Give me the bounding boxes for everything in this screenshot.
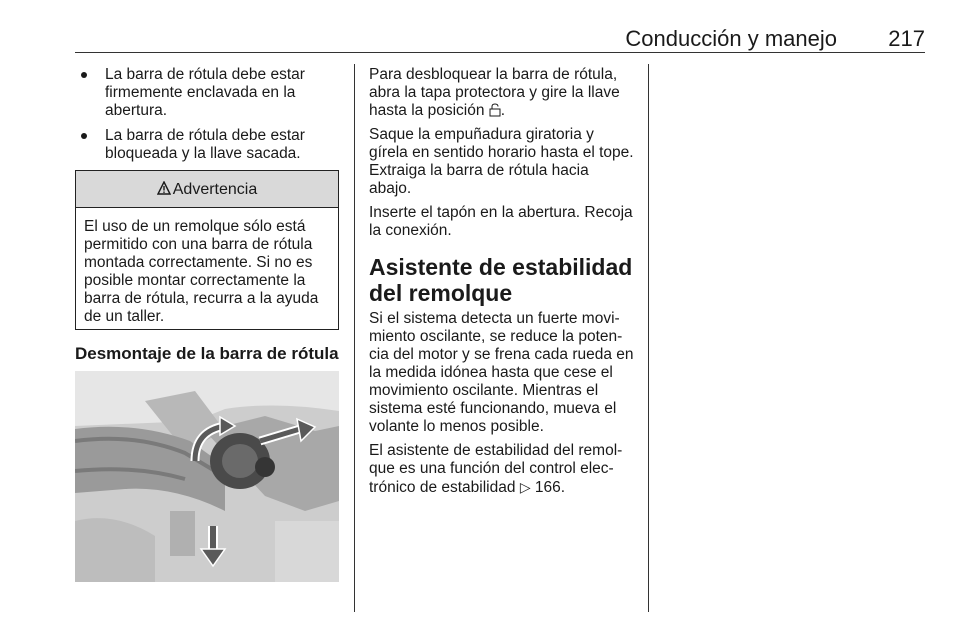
- warning-header: [76, 171, 338, 208]
- page-reference-link[interactable]: 166.: [534, 479, 566, 496]
- bullet-dot-icon: [81, 72, 87, 78]
- towbar-removal-illustration: [75, 371, 339, 582]
- column-divider-2: [648, 64, 649, 612]
- column-divider-1: [354, 64, 355, 612]
- bullet-dot-icon: [81, 133, 87, 139]
- warning-title: Advertencia: [172, 181, 258, 198]
- paragraph-2: Saque la empuñadura giratoria y gírela en sentido horario hasta el tope. Extraiga la barra de rótula hacia abajo.: [369, 126, 634, 197]
- paragraph-5-text: El asistente de estabilidad del remol-que es una función del control elec-trónico de estabilidad: [369, 442, 623, 496]
- paragraph-1-end: .: [500, 102, 506, 119]
- section-title: Conducción y manejo: [625, 26, 837, 51]
- lock-open-position-icon: [489, 102, 501, 119]
- page-reference-icon: ▷: [519, 479, 531, 495]
- section-heading: Asistente de estabilidad del remolque: [369, 254, 633, 306]
- bullet-item: [75, 66, 341, 120]
- paragraph-1: [369, 66, 635, 120]
- paragraph-3: Inserte el tapón en la abertura. Recoja la conexión.: [369, 204, 633, 239]
- page-number: 217: [888, 26, 925, 51]
- header-divider: [75, 52, 925, 53]
- bullet-item: [75, 127, 341, 163]
- right-column: [369, 66, 635, 503]
- warning-box: [75, 170, 339, 330]
- paragraph-1-text: Para desbloquear la barra de rótula, abra la tapa protectora y gire la llave hasta la posición: [369, 66, 620, 119]
- paragraph-4: Si el sistema detecta un fuerte movi-miento oscilante, se reduce la poten-cia del motor y se frena cada rueda en la medida idónea hasta que cese el movimiento oscilante. Mientras el sistema esté funcionando, mueva el volante lo menos posible.: [369, 310, 634, 435]
- subheading: Desmontaje de la barra de rótula: [75, 344, 339, 363]
- bullet-text: La barra de rótula debe estar firmemente enclavada en la abertura.: [105, 66, 305, 119]
- left-column: [75, 66, 341, 170]
- warning-triangle-icon: [157, 171, 171, 207]
- page-header: [75, 26, 925, 50]
- warning-body: El uso de un remolque sólo está permitido con una barra de rótula montada correctamente. Si no es posible montar correctamente la barra de rótula, recurra a la ayuda de un taller.: [84, 218, 319, 325]
- bullet-text: La barra de rótula debe estar bloqueada y la llave sacada.: [105, 127, 305, 162]
- paragraph-5: [369, 442, 635, 497]
